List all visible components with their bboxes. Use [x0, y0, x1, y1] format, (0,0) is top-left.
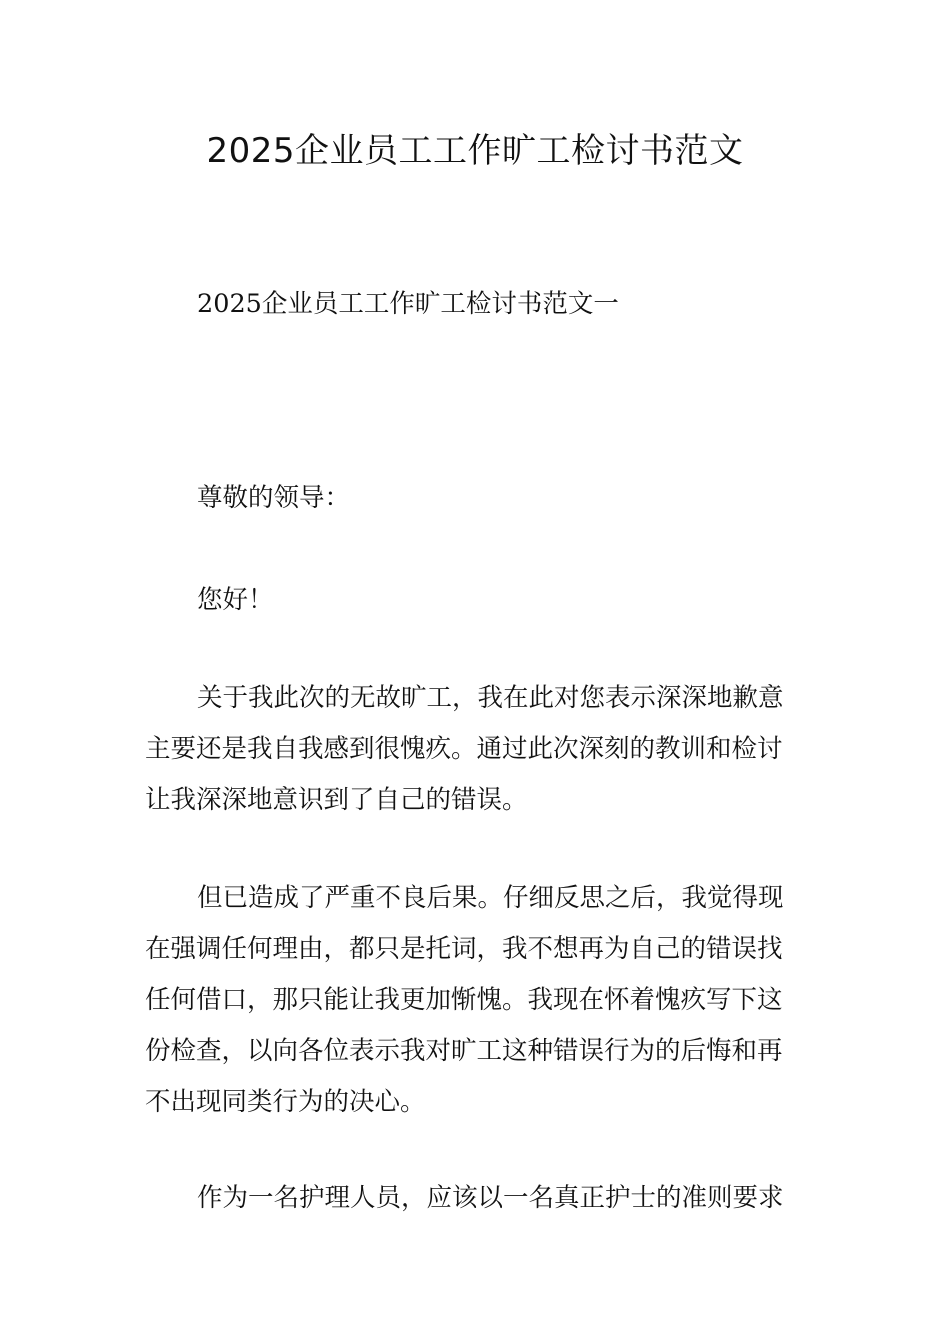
paragraph-line: 关于我此次的无故旷工，我在此对您表示深深地歉意 [197, 683, 784, 713]
paragraph-line: 主要还是我自我感到很愧疚。通过此次深刻的教训和检讨 [145, 734, 783, 764]
paragraph-line: 份检查，以向各位表示我对旷工这种错误行为的后悔和再 [145, 1036, 783, 1066]
paragraph-line: 任何借口，那只能让我更加惭愧。我现在怀着愧疚写下这 [145, 985, 783, 1015]
paragraph-3 [145, 1180, 810, 1231]
greeting: 您好！ [197, 585, 274, 615]
section-heading: 2025企业员工工作旷工检讨书范文一 [197, 289, 619, 319]
paragraph-line: 但已造成了严重不良后果。仔细反思之后，我觉得现 [197, 883, 784, 913]
paragraph-1 [145, 680, 810, 833]
paragraph-line: 在强调任何理由，都只是托词，我不想再为自己的错误找 [145, 934, 783, 964]
salutation: 尊敬的领导： [197, 483, 351, 513]
paragraph-line: 作为一名护理人员，应该以一名真正护士的准则要求 [197, 1183, 784, 1213]
document-title: 2025企业员工工作旷工检讨书范文 [206, 131, 744, 171]
paragraph-line: 不出现同类行为的决心。 [145, 1087, 426, 1117]
paragraph-line: 让我深深地意识到了自己的错误。 [145, 785, 528, 815]
paragraph-2 [145, 880, 810, 1135]
